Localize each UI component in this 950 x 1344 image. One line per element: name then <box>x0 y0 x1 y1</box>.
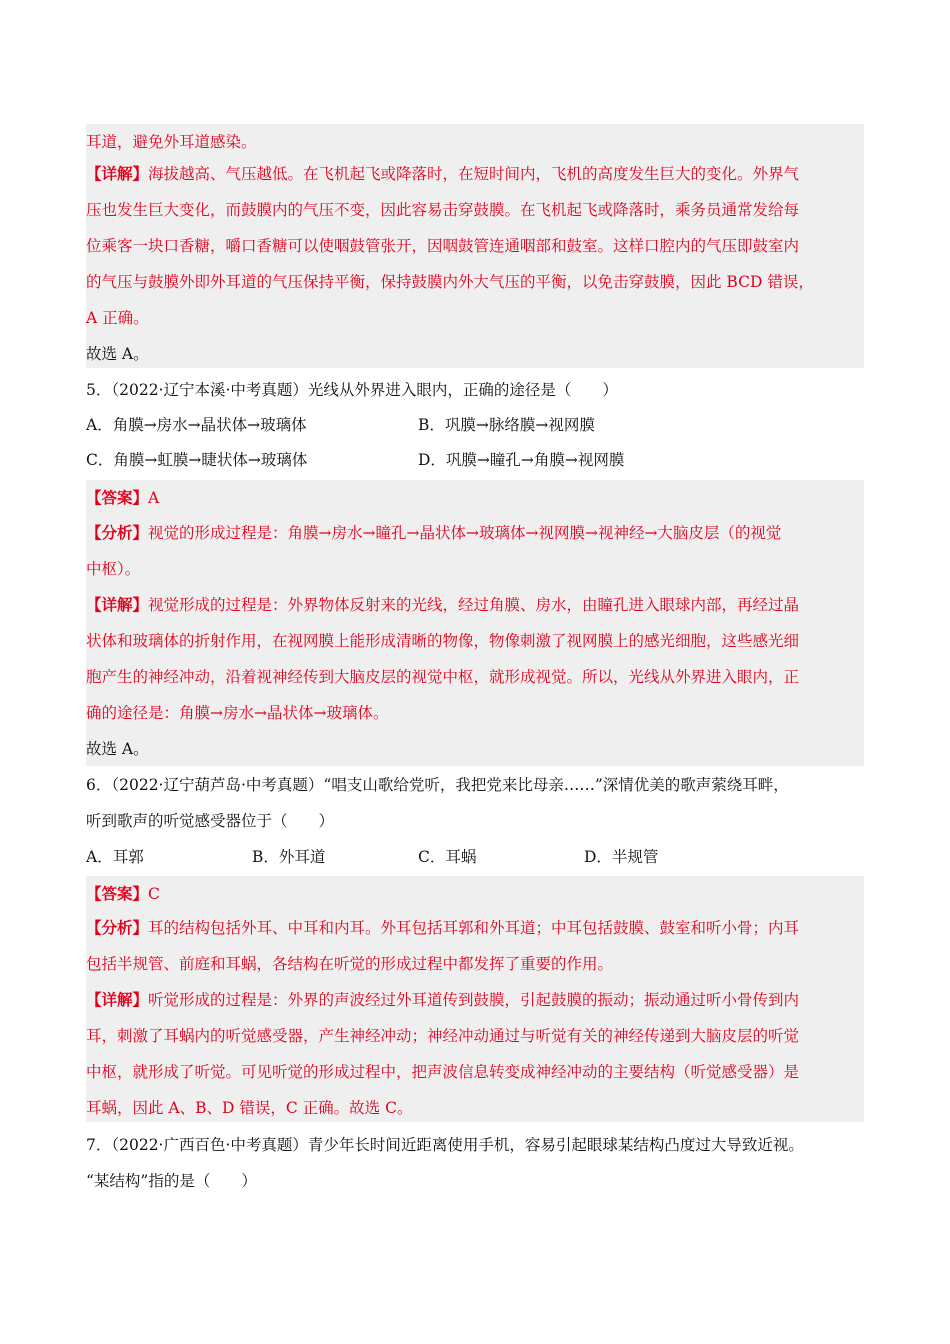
answer-tag: 【答案】 <box>86 488 149 507</box>
q6-option-a: A．耳郭 <box>86 848 144 866</box>
q5-option-a: A．角膜→房水→晶状体→玻璃体 <box>86 416 307 434</box>
q6-answer: 【答案】C <box>86 884 160 903</box>
q6-analysis-line-2: 包括半规管、前庭和耳蜗，各结构在听觉的形成过程中都发挥了重要的作用。 <box>86 955 614 973</box>
q4-detail-line-4: 的气压与鼓膜外即外耳道的气压保持平衡，保持鼓膜内外大气压的平衡，以免击穿鼓膜，因此 BCD 错误， <box>86 273 814 291</box>
q6-analysis-line-1: 【分析】耳的结构包括外耳、中耳和内耳。外耳包括耳郭和外耳道；中耳包括鼓膜、鼓室和听小骨；内耳 <box>86 918 800 937</box>
answer-tag: 【答案】 <box>86 884 149 903</box>
q6-option-d: D．半规管 <box>584 848 659 866</box>
q7-stem-line-1: 7．（2022·广西百色·中考真题）青少年长时间近距离使用手机，容易引起眼球某结构凸度过大导致近视。 <box>86 1136 804 1154</box>
q5-stem: 5．（2022·辽宁本溪·中考真题）光线从外界进入眼内，正确的途径是（ ） <box>86 381 618 399</box>
q5-detail-line-4: 确的途径是：角膜→房水→晶状体→玻璃体。 <box>86 704 389 722</box>
q7-stem-line-2: “某结构”指的是（ ） <box>86 1172 257 1190</box>
analysis-tag: 【分析】 <box>86 523 149 542</box>
q4-choice: 故选 A。 <box>86 345 149 363</box>
q5-options-row-1 <box>86 407 864 443</box>
analysis-tag: 【分析】 <box>86 918 149 937</box>
q6-detail-line-2: 耳，刺激了耳蜗内的听觉感受器，产生神经冲动；神经冲动通过与听觉有关的神经传递到大脑皮层的听觉 <box>86 1027 800 1045</box>
q6-options-row <box>86 839 864 875</box>
q4-detail-line-2: 压也发生巨大变化，而鼓膜内的气压不变，因此容易击穿鼓膜。在飞机起飞或降落时，乘务员通常发给每 <box>86 201 800 219</box>
q6-stem-line-1: 6．（2022·辽宁葫芦岛·中考真题）“唱支山歌给党听，我把党来比母亲……”深情优美的歌声萦绕耳畔， <box>86 776 789 794</box>
q5-analysis-line-1: 【分析】视觉的形成过程是：角膜→房水→瞳孔→晶状体→玻璃体→视网膜→视神经→大脑皮层（的视觉 <box>86 523 782 542</box>
q6-stem-line-2: 听到歌声的听觉感受器位于（ ） <box>86 812 335 830</box>
q5-option-b: B．巩膜→脉络膜→视网膜 <box>418 416 595 434</box>
q4-detail-line-5: A 正确。 <box>86 309 149 327</box>
q5-detail-line-1: 【详解】视觉形成的过程是：外界物体反射来的光线，经过角膜、房水，由瞳孔进入眼球内部，再经过晶 <box>86 595 800 614</box>
q6-detail-line-4: 耳蜗，因此 A、B、D 错误，C 正确。故选 C。 <box>86 1099 413 1117</box>
q6-detail-line-3: 中枢，就形成了听觉。可见听觉的形成过程中，把声波信息转变成神经冲动的主要结构（听觉感受器）是 <box>86 1063 800 1081</box>
q6-detail-line-1: 【详解】听觉形成的过程是：外界的声波经过外耳道传到鼓膜，引起鼓膜的振动；振动通过听小骨传到内 <box>86 990 800 1009</box>
q4-detail-line-1: 【详解】海拔越高、气压越低。在飞机起飞或降落时，在短时间内，飞机的高度发生巨大的变化。外界气 <box>86 164 800 183</box>
q6-option-c: C．耳蜗 <box>418 848 477 866</box>
detail-tag: 【详解】 <box>86 990 149 1009</box>
q5-detail-line-2: 状体和玻璃体的折射作用，在视网膜上能形成清晰的物像，物像刺激了视网膜上的感光细胞，这些感光细 <box>86 632 800 650</box>
q5-option-d: D．巩膜→瞳孔→角膜→视网膜 <box>418 451 625 469</box>
q5-analysis-line-2: 中枢）。 <box>86 560 141 578</box>
q5-detail-line-3: 胞产生的神经冲动，沿着视神经传到大脑皮层的视觉中枢，就形成视觉。所以，光线从外界进入眼内，正 <box>86 668 800 686</box>
q4-detail-line-3: 位乘客一块口香糖，嚼口香糖可以使咽鼓管张开，因咽鼓管连通咽部和鼓室。这样口腔内的气压即鼓室内 <box>86 237 800 255</box>
q6-option-b: B．外耳道 <box>252 848 326 866</box>
detail-tag: 【详解】 <box>86 595 149 614</box>
q5-options-row-2 <box>86 442 864 478</box>
q5-answer: 【答案】A <box>86 488 160 507</box>
q4-analysis-tail: 耳道，避免外耳道感染。 <box>86 133 257 151</box>
q5-choice: 故选 A。 <box>86 740 149 758</box>
q5-option-c: C．角膜→虹膜→睫状体→玻璃体 <box>86 451 308 469</box>
detail-tag: 【详解】 <box>86 164 149 183</box>
